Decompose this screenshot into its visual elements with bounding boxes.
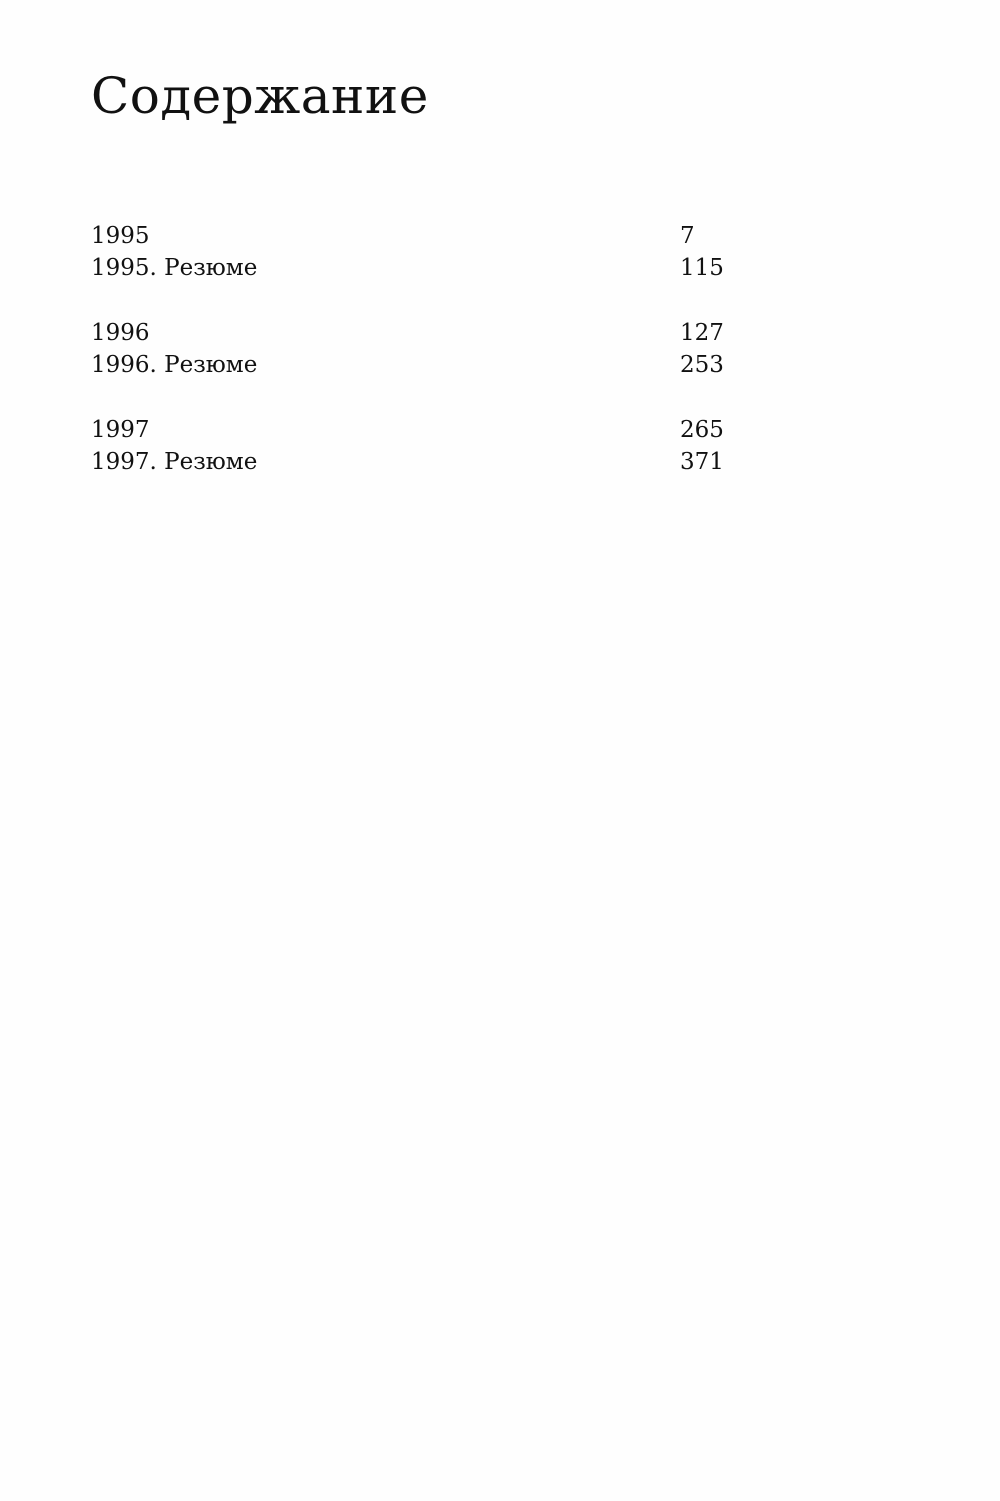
- toc-entry-label: 1997: [91, 417, 150, 443]
- toc-entry: [91, 349, 731, 381]
- toc-entry-page: 265: [680, 417, 724, 443]
- table-of-contents: [91, 220, 731, 511]
- toc-entry-label: 1996. Резюме: [91, 352, 258, 378]
- toc-entry-page: 115: [680, 255, 724, 281]
- toc-group-1995: [91, 220, 731, 284]
- page-title: Содержание: [91, 67, 429, 125]
- toc-entry-label: 1997. Резюме: [91, 449, 258, 475]
- toc-entry: [91, 446, 731, 478]
- toc-entry-page: 7: [680, 223, 695, 249]
- toc-entry: [91, 317, 731, 349]
- toc-entry-label: 1995. Резюме: [91, 255, 258, 281]
- toc-entry-page: 253: [680, 352, 724, 378]
- toc-entry-page: 127: [680, 320, 724, 346]
- toc-entry: [91, 414, 731, 446]
- toc-entry-label: 1996: [91, 320, 150, 346]
- toc-group-1996: [91, 317, 731, 381]
- toc-entry: [91, 220, 731, 252]
- toc-entry: [91, 252, 731, 284]
- toc-entry-page: 371: [680, 449, 724, 475]
- toc-group-1997: [91, 414, 731, 478]
- toc-entry-label: 1995: [91, 223, 150, 249]
